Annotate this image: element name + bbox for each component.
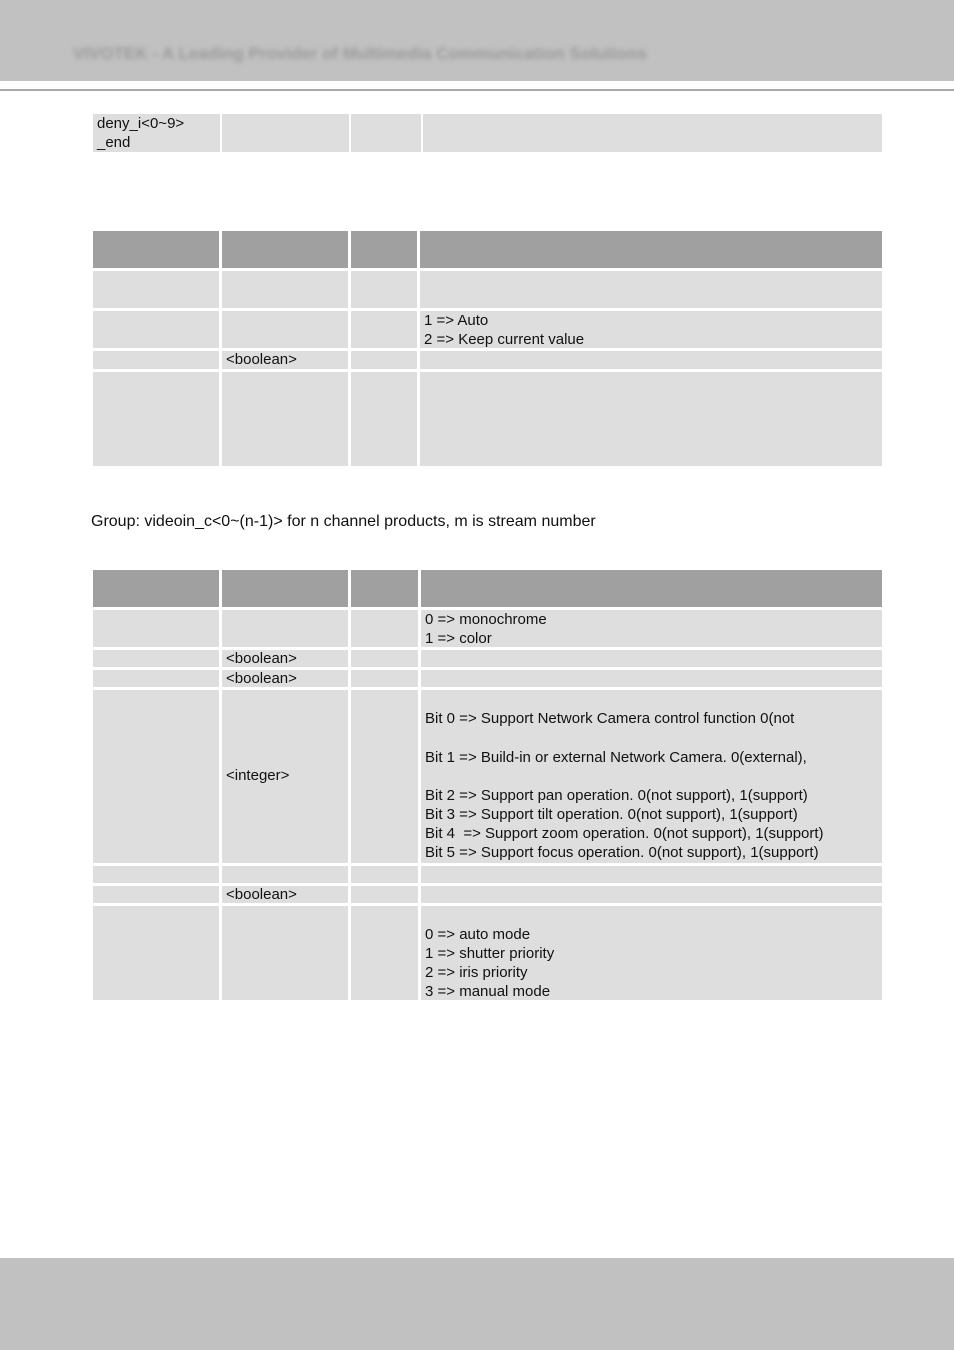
table-cell-value [222, 690, 348, 863]
table-cell [351, 690, 418, 863]
top-table-cell [351, 114, 421, 152]
page-footer [0, 1258, 954, 1350]
table-header-cell [93, 231, 219, 268]
table-cell [222, 610, 348, 647]
table-cell-value: <boolean> [222, 650, 348, 667]
table-cell [93, 271, 219, 308]
table-cell [222, 372, 348, 466]
mode-line: 3 => manual mode [425, 983, 551, 1000]
table-cell [421, 670, 882, 687]
table-cell-value: <boolean> [222, 670, 348, 687]
table-cell [351, 886, 418, 903]
table-cell [222, 271, 348, 308]
mode-line: 1 => shutter priority [425, 945, 555, 962]
table-cell [222, 311, 348, 348]
table-header-cell [222, 570, 348, 607]
table-cell [222, 906, 348, 1000]
top-table-cell [222, 114, 349, 152]
table-cell [93, 311, 219, 348]
table-header-cell [421, 570, 882, 607]
table-header-cell [351, 231, 417, 268]
table-cell [420, 372, 882, 466]
table-cell-description: 0 => monochrome 1 => color [421, 610, 882, 647]
table-cell [93, 866, 219, 883]
bit-line: Bit 5 => Support focus operation. 0(not support), 1(support) [425, 844, 819, 861]
table-cell [93, 372, 219, 466]
table-cell [93, 670, 219, 687]
bit-line: Bit 2 => Support pan operation. 0(not support), 1(support) [425, 787, 808, 804]
mode-line: 0 => auto mode [425, 926, 531, 943]
table-cell [93, 610, 219, 647]
table-cell [351, 271, 417, 308]
table-cell [351, 311, 417, 348]
table-cell [93, 690, 219, 863]
table-cell [93, 650, 219, 667]
table-cell [351, 866, 418, 883]
table-cell-description: 1 => Auto 2 => Keep current value [420, 311, 882, 348]
bit-line: Bit 3 => Support tilt operation. 0(not support), 1(support) [425, 806, 798, 823]
top-table-name-cell: deny_i<0~9> _end [93, 114, 220, 152]
top-table-cell [423, 114, 882, 152]
table-cell [351, 351, 417, 369]
integer-type-label: <integer> [226, 767, 290, 784]
header-rule [0, 89, 954, 91]
table-cell [351, 610, 418, 647]
table-cell [351, 670, 418, 687]
table-cell [421, 866, 882, 883]
group-title: Group: videoin_c<0~(n-1)> for n channel products, m is stream number [91, 513, 596, 530]
table-cell [222, 866, 348, 883]
table-cell [351, 906, 418, 1000]
table-cell-value: <boolean> [222, 351, 348, 369]
bit-line: Bit 1 => Build-in or external Network Camera. 0(external), [425, 749, 807, 766]
table-header-cell [351, 570, 418, 607]
table-header-cell [93, 570, 219, 607]
table-cell [420, 351, 882, 369]
table-cell-value: <boolean> [222, 886, 348, 903]
mode-line: 2 => iris priority [425, 964, 528, 981]
table-cell [93, 886, 219, 903]
page-header [0, 0, 954, 81]
table-header-cell [420, 231, 882, 268]
table-cell [421, 650, 882, 667]
table-cell [351, 650, 418, 667]
bit-line: Bit 4 => Support zoom operation. 0(not support), 1(support) [425, 825, 824, 842]
table-cell [421, 886, 882, 903]
table-cell [93, 906, 219, 1000]
header-text: VIVOTEK - A Leading Provider of Multimedia Communication Solutions [73, 44, 647, 63]
table-cell-description [421, 690, 882, 863]
bit-line: Bit 0 => Support Network Camera control function 0(not [425, 710, 795, 727]
table-header-cell [222, 231, 348, 268]
table-cell [93, 351, 219, 369]
table-cell [351, 372, 417, 466]
table-cell-description [421, 906, 882, 1000]
table-cell [420, 271, 882, 308]
